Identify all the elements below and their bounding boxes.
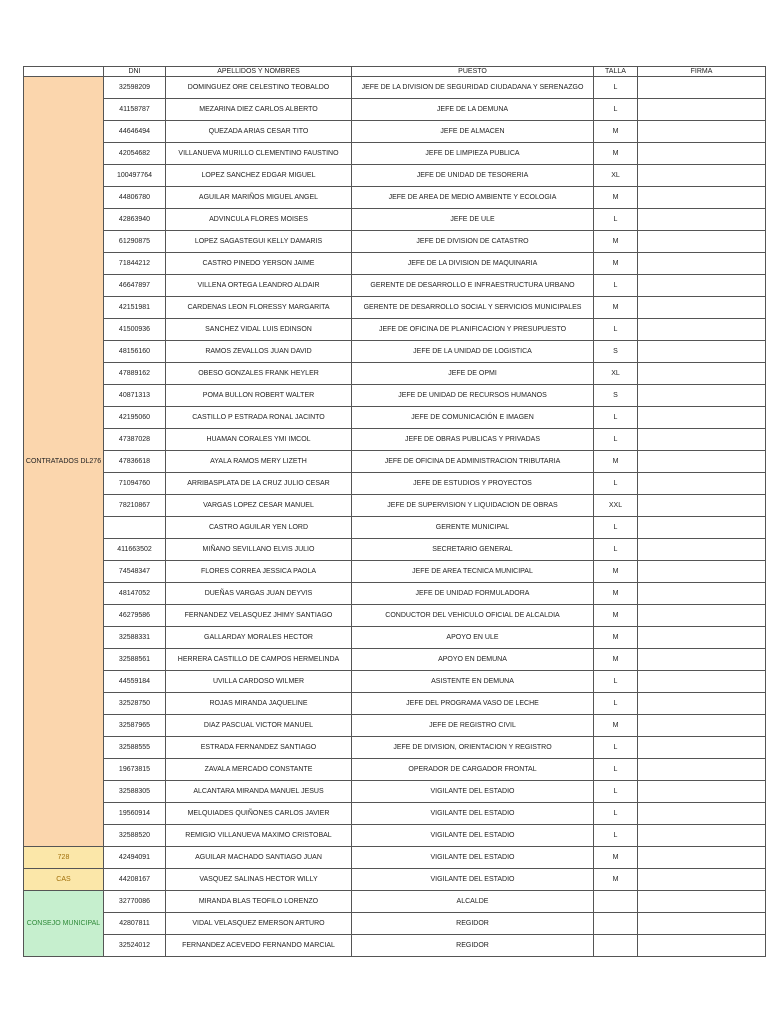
table-row <box>24 363 766 385</box>
firma-cell <box>638 693 766 715</box>
puesto-cell: ASISTENTE EN DEMUNA <box>352 671 594 693</box>
firma-cell <box>638 561 766 583</box>
firma-cell <box>638 363 766 385</box>
puesto-cell: JEFE DE UNIDAD DE RECURSOS HUMANOS <box>352 385 594 407</box>
firma-cell <box>638 319 766 341</box>
talla-cell: XL <box>594 363 638 385</box>
talla-cell: M <box>594 187 638 209</box>
firma-cell <box>638 671 766 693</box>
table-row <box>24 671 766 693</box>
firma-cell <box>638 517 766 539</box>
dni-cell: 19673815 <box>104 759 166 781</box>
dni-cell: 46647897 <box>104 275 166 297</box>
puesto-cell: JEFE DE LA DEMUNA <box>352 99 594 121</box>
talla-cell: L <box>594 99 638 121</box>
firma-cell <box>638 275 766 297</box>
dni-cell: 32598209 <box>104 77 166 99</box>
dni-cell: 32588555 <box>104 737 166 759</box>
puesto-cell: JEFE DEL PROGRAMA VASO DE LECHE <box>352 693 594 715</box>
table-row <box>24 759 766 781</box>
dni-cell: 32588331 <box>104 627 166 649</box>
table-row <box>24 275 766 297</box>
table-row <box>24 209 766 231</box>
dni-cell: 44208167 <box>104 869 166 891</box>
firma-cell <box>638 231 766 253</box>
firma-cell <box>638 847 766 869</box>
nombre-cell: ZAVALA MERCADO CONSTANTE <box>166 759 352 781</box>
dni-cell: 32770086 <box>104 891 166 913</box>
dni-cell: 47836618 <box>104 451 166 473</box>
nombre-cell: CASTRO AGUILAR YEN LORD <box>166 517 352 539</box>
table-row <box>24 429 766 451</box>
nombre-cell: CASTRO PINEDO YERSON JAIME <box>166 253 352 275</box>
firma-cell <box>638 495 766 517</box>
talla-header: TALLA <box>594 67 638 77</box>
dni-cell: 411663502 <box>104 539 166 561</box>
table-row <box>24 165 766 187</box>
puesto-cell: SECRETARIO GENERAL <box>352 539 594 561</box>
nombre-cell: MIRANDA BLAS TEOFILO LORENZO <box>166 891 352 913</box>
talla-cell: L <box>594 759 638 781</box>
talla-cell: L <box>594 77 638 99</box>
table-row <box>24 253 766 275</box>
talla-cell: L <box>594 803 638 825</box>
table-row <box>24 99 766 121</box>
nombre-cell: OBESO GONZALES FRANK HEYLER <box>166 363 352 385</box>
table-row <box>24 913 766 935</box>
dni-cell: 78210867 <box>104 495 166 517</box>
talla-cell: M <box>594 649 638 671</box>
firma-cell <box>638 385 766 407</box>
group-label: CONTRATADOS DL276 <box>24 77 104 847</box>
dni-cell: 48156160 <box>104 341 166 363</box>
talla-cell: L <box>594 407 638 429</box>
talla-cell: L <box>594 671 638 693</box>
dni-cell: 19560914 <box>104 803 166 825</box>
table-body <box>24 77 766 957</box>
talla-cell <box>594 913 638 935</box>
dni-cell: 42494091 <box>104 847 166 869</box>
nombre-cell: VILLANUEVA MURILLO CLEMENTINO FAUSTINO <box>166 143 352 165</box>
firma-cell <box>638 781 766 803</box>
dni-cell: 44806780 <box>104 187 166 209</box>
puesto-cell: JEFE DE LIMPIEZA PUBLICA <box>352 143 594 165</box>
dni-cell: 100497764 <box>104 165 166 187</box>
puesto-cell: JEFE DE UNIDAD FORMULADORA <box>352 583 594 605</box>
firma-cell <box>638 121 766 143</box>
dni-cell: 42151981 <box>104 297 166 319</box>
puesto-header: PUESTO <box>352 67 594 77</box>
firma-cell <box>638 869 766 891</box>
puesto-cell: JEFE DE SUPERVISION Y LIQUIDACION DE OBRAS <box>352 495 594 517</box>
talla-cell: L <box>594 209 638 231</box>
nombre-cell: AGUILAR MACHADO SANTIAGO JUAN <box>166 847 352 869</box>
firma-cell <box>638 803 766 825</box>
nombre-cell: CASTILLO P ESTRADA RONAL JACINTO <box>166 407 352 429</box>
firma-cell <box>638 143 766 165</box>
nombre-cell: CARDENAS LEON FLORESSY MARGARITA <box>166 297 352 319</box>
firma-cell <box>638 825 766 847</box>
table-row <box>24 847 766 869</box>
puesto-cell: VIGILANTE DEL ESTADIO <box>352 869 594 891</box>
nombre-cell: SANCHEZ VIDAL LUIS EDINSON <box>166 319 352 341</box>
table-row <box>24 693 766 715</box>
puesto-cell: JEFE DE DIVISION DE CATASTRO <box>352 231 594 253</box>
nombre-cell: MEZARINA DIEZ CARLOS ALBERTO <box>166 99 352 121</box>
talla-cell: L <box>594 319 638 341</box>
puesto-cell: REGIDOR <box>352 913 594 935</box>
firma-cell <box>638 913 766 935</box>
nombre-cell: DUEÑAS VARGAS JUAN DEYVIS <box>166 583 352 605</box>
table-row <box>24 77 766 99</box>
dni-cell: 40871313 <box>104 385 166 407</box>
firma-cell <box>638 649 766 671</box>
dni-cell: 71094760 <box>104 473 166 495</box>
group-label: CONSEJO MUNICIPAL <box>24 891 104 957</box>
puesto-cell: VIGILANTE DEL ESTADIO <box>352 803 594 825</box>
personnel-table <box>23 66 766 957</box>
talla-cell: M <box>594 121 638 143</box>
nombre-cell: POMA BULLON ROBERT WALTER <box>166 385 352 407</box>
table-row <box>24 143 766 165</box>
talla-cell <box>594 935 638 957</box>
dni-cell: 41158787 <box>104 99 166 121</box>
table-row <box>24 539 766 561</box>
talla-cell: M <box>594 143 638 165</box>
table-row <box>24 781 766 803</box>
table-row <box>24 495 766 517</box>
talla-cell: M <box>594 231 638 253</box>
talla-cell: M <box>594 605 638 627</box>
firma-cell <box>638 297 766 319</box>
nombre-cell: VASQUEZ SALINAS HECTOR WILLY <box>166 869 352 891</box>
table-row <box>24 385 766 407</box>
table-row <box>24 715 766 737</box>
talla-cell: M <box>594 847 638 869</box>
puesto-cell: JEFE DE ALMACEN <box>352 121 594 143</box>
puesto-cell: JEFE DE COMUNICACIÓN E IMAGEN <box>352 407 594 429</box>
firma-cell <box>638 187 766 209</box>
nombre-cell: ALCANTARA MIRANDA MANUEL JESUS <box>166 781 352 803</box>
talla-cell <box>594 891 638 913</box>
puesto-cell: JEFE DE ULE <box>352 209 594 231</box>
dni-cell: 41500936 <box>104 319 166 341</box>
dni-cell: 44646494 <box>104 121 166 143</box>
firma-cell <box>638 253 766 275</box>
dni-cell: 32588561 <box>104 649 166 671</box>
firma-header: FIRMA <box>638 67 766 77</box>
puesto-cell: CONDUCTOR DEL VEHICULO OFICIAL DE ALCALDIA <box>352 605 594 627</box>
nombre-cell: QUEZADA ARIAS CESAR TITO <box>166 121 352 143</box>
table-row <box>24 561 766 583</box>
nombre-cell: LOPEZ SANCHEZ EDGAR MIGUEL <box>166 165 352 187</box>
nombre-cell: GALLARDAY MORALES HECTOR <box>166 627 352 649</box>
talla-cell: M <box>594 715 638 737</box>
nombre-cell: FERNANDEZ ACEVEDO FERNANDO MARCIAL <box>166 935 352 957</box>
talla-cell: L <box>594 539 638 561</box>
nombre-cell: ROJAS MIRANDA JAQUELINE <box>166 693 352 715</box>
nombre-cell: DOMINGUEZ ORE CELESTINO TEOBALDO <box>166 77 352 99</box>
firma-cell <box>638 583 766 605</box>
table-row <box>24 451 766 473</box>
table-row <box>24 935 766 957</box>
firma-cell <box>638 407 766 429</box>
puesto-cell: JEFE DE LA UNIDAD DE LOGISTICA <box>352 341 594 363</box>
table-row <box>24 605 766 627</box>
dni-cell: 42195060 <box>104 407 166 429</box>
group-label: 728 <box>24 847 104 869</box>
dni-cell: 42863940 <box>104 209 166 231</box>
firma-cell <box>638 473 766 495</box>
puesto-cell: APOYO EN ULE <box>352 627 594 649</box>
firma-cell <box>638 605 766 627</box>
table-row <box>24 869 766 891</box>
dni-cell: 47889162 <box>104 363 166 385</box>
puesto-cell: JEFE DE LA DIVISION DE SEGURIDAD CIUDADANA Y SERENAZGO <box>352 77 594 99</box>
firma-cell <box>638 627 766 649</box>
dni-cell: 48147052 <box>104 583 166 605</box>
firma-cell <box>638 759 766 781</box>
nombre-cell: MIÑANO SEVILLANO ELVIS JULIO <box>166 539 352 561</box>
puesto-cell: GERENTE MUNICIPAL <box>352 517 594 539</box>
dni-cell: 32588305 <box>104 781 166 803</box>
puesto-cell: APOYO EN DEMUNA <box>352 649 594 671</box>
dni-cell: 46279586 <box>104 605 166 627</box>
nombre-cell: DIAZ PASCUAL VICTOR MANUEL <box>166 715 352 737</box>
dni-cell: 44559184 <box>104 671 166 693</box>
talla-cell: XXL <box>594 495 638 517</box>
firma-cell <box>638 891 766 913</box>
dni-cell: 47387028 <box>104 429 166 451</box>
nombre-cell: AGUILAR MARIÑOS MIGUEL ANGEL <box>166 187 352 209</box>
puesto-cell: ALCALDE <box>352 891 594 913</box>
dni-cell: 71844212 <box>104 253 166 275</box>
puesto-cell: OPERADOR DE CARGADOR FRONTAL <box>352 759 594 781</box>
nombre-cell: ADVINCULA FLORES MOISES <box>166 209 352 231</box>
firma-cell <box>638 429 766 451</box>
talla-cell: L <box>594 825 638 847</box>
talla-cell: S <box>594 341 638 363</box>
table-row <box>24 517 766 539</box>
talla-cell: L <box>594 275 638 297</box>
talla-cell: L <box>594 781 638 803</box>
table-row <box>24 341 766 363</box>
talla-cell: XL <box>594 165 638 187</box>
talla-cell: M <box>594 297 638 319</box>
nombre-cell: LOPEZ SAGASTEGUI KELLY DAMARIS <box>166 231 352 253</box>
talla-cell: M <box>594 451 638 473</box>
firma-cell <box>638 737 766 759</box>
puesto-cell: JEFE DE REGISTRO CIVIL <box>352 715 594 737</box>
talla-cell: L <box>594 517 638 539</box>
puesto-cell: JEFE DE OFICINA DE PLANIFICACION Y PRESUPUESTO <box>352 319 594 341</box>
table-row <box>24 649 766 671</box>
firma-cell <box>638 209 766 231</box>
puesto-cell: GERENTE DE DESARROLLO SOCIAL Y SERVICIOS MUNICIPALES <box>352 297 594 319</box>
table-row <box>24 187 766 209</box>
puesto-cell: GERENTE DE DESARROLLO E INFRAESTRUCTURA URBANO <box>352 275 594 297</box>
firma-cell <box>638 341 766 363</box>
talla-cell: M <box>594 627 638 649</box>
nombre-cell: FERNANDEZ VELASQUEZ JHIMY SANTIAGO <box>166 605 352 627</box>
puesto-cell: REGIDOR <box>352 935 594 957</box>
nombre-cell: ARRIBASPLATA DE LA CRUZ JULIO CESAR <box>166 473 352 495</box>
table-row <box>24 121 766 143</box>
table-row <box>24 627 766 649</box>
firma-cell <box>638 935 766 957</box>
nombre-cell: HUAMAN CORALES YMI IMCOL <box>166 429 352 451</box>
puesto-cell: JEFE DE UNIDAD DE TESORERIA <box>352 165 594 187</box>
nombres-header: APELLIDOS Y NOMBRES <box>166 67 352 77</box>
table-row <box>24 297 766 319</box>
talla-cell: L <box>594 693 638 715</box>
dni-cell: 42054682 <box>104 143 166 165</box>
firma-cell <box>638 715 766 737</box>
dni-header: DNI <box>104 67 166 77</box>
dni-cell <box>104 517 166 539</box>
talla-cell: L <box>594 737 638 759</box>
nombre-cell: VIDAL VELASQUEZ EMERSON ARTURO <box>166 913 352 935</box>
puesto-cell: JEFE DE OBRAS PUBLICAS Y PRIVADAS <box>352 429 594 451</box>
nombre-cell: HERRERA CASTILLO DE CAMPOS HERMELINDA <box>166 649 352 671</box>
nombre-cell: VILLENA ORTEGA LEANDRO ALDAIR <box>166 275 352 297</box>
nombre-cell: MELQUIADES QUIÑONES CARLOS JAVIER <box>166 803 352 825</box>
dni-cell: 32524012 <box>104 935 166 957</box>
table-row <box>24 891 766 913</box>
puesto-cell: JEFE DE AREA TECNICA MUNICIPAL <box>352 561 594 583</box>
dni-cell: 32528750 <box>104 693 166 715</box>
dni-cell: 32588520 <box>104 825 166 847</box>
nombre-cell: RAMOS ZEVALLOS JUAN DAVID <box>166 341 352 363</box>
firma-cell <box>638 99 766 121</box>
puesto-cell: VIGILANTE DEL ESTADIO <box>352 825 594 847</box>
talla-cell: M <box>594 583 638 605</box>
dni-cell: 74548347 <box>104 561 166 583</box>
talla-cell: S <box>594 385 638 407</box>
table-row <box>24 231 766 253</box>
nombre-cell: FLORES CORREA JESSICA PAOLA <box>166 561 352 583</box>
talla-cell: M <box>594 253 638 275</box>
nombre-cell: UVILLA CARDOSO WILMER <box>166 671 352 693</box>
dni-cell: 32587965 <box>104 715 166 737</box>
table-row <box>24 583 766 605</box>
puesto-cell: JEFE DE OFICINA DE ADMINISTRACION TRIBUTARIA <box>352 451 594 473</box>
firma-cell <box>638 539 766 561</box>
puesto-cell: VIGILANTE DEL ESTADIO <box>352 781 594 803</box>
puesto-cell: JEFE DE AREA DE MEDIO AMBIENTE Y ECOLOGIA <box>352 187 594 209</box>
nombre-cell: REMIGIO VILLANUEVA MAXIMO CRISTOBAL <box>166 825 352 847</box>
firma-cell <box>638 165 766 187</box>
dni-cell: 61290875 <box>104 231 166 253</box>
table-row <box>24 803 766 825</box>
talla-cell: L <box>594 429 638 451</box>
puesto-cell: JEFE DE OPMI <box>352 363 594 385</box>
puesto-cell: JEFE DE ESTUDIOS Y PROYECTOS <box>352 473 594 495</box>
dni-cell: 42807811 <box>104 913 166 935</box>
group-header-cell <box>24 67 104 77</box>
nombre-cell: VARGAS LOPEZ CESAR MANUEL <box>166 495 352 517</box>
firma-cell <box>638 451 766 473</box>
puesto-cell: JEFE DE DIVISION, ORIENTACION Y REGISTRO <box>352 737 594 759</box>
nombre-cell: AYALA RAMOS MERY LIZETH <box>166 451 352 473</box>
table-row <box>24 737 766 759</box>
group-label: CAS <box>24 869 104 891</box>
table-row <box>24 473 766 495</box>
nombre-cell: ESTRADA FERNANDEZ SANTIAGO <box>166 737 352 759</box>
firma-cell <box>638 77 766 99</box>
puesto-cell: VIGILANTE DEL ESTADIO <box>352 847 594 869</box>
table-row <box>24 825 766 847</box>
talla-cell: M <box>594 869 638 891</box>
talla-cell: L <box>594 473 638 495</box>
talla-cell: M <box>594 561 638 583</box>
table-row <box>24 407 766 429</box>
puesto-cell: JEFE DE LA DIVISION DE MAQUINARIA <box>352 253 594 275</box>
header-row <box>24 67 766 77</box>
table-row <box>24 319 766 341</box>
